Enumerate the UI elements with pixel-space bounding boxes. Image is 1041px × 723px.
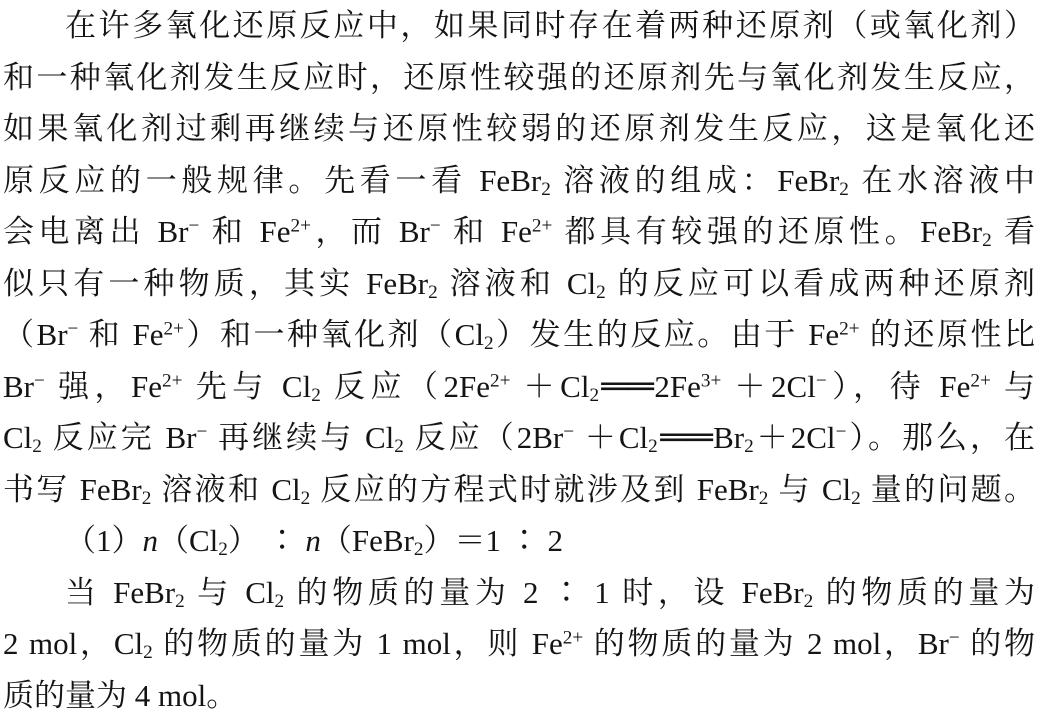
subscript: 2 <box>803 590 814 612</box>
subscript: 2 <box>541 178 551 200</box>
subscript: 2 <box>851 487 861 509</box>
text-run: 与 Cl <box>184 574 275 610</box>
text-line <box>3 567 1035 619</box>
text-run: 和一种氧化剂发生反应时，还原性较强的还原剂先与氧化剂发生反应， <box>3 59 1035 95</box>
text-run: 溶液和 Cl <box>151 471 301 507</box>
subscript: 2 <box>839 178 849 200</box>
text-line <box>3 155 1035 207</box>
text-line <box>3 0 1035 52</box>
subscript: 2 <box>428 281 438 303</box>
subscript: 2 <box>218 539 228 561</box>
subscript: 2 <box>648 436 658 458</box>
text-run: Br <box>3 368 34 404</box>
superscript: − <box>429 215 441 237</box>
text-run: 反应完 Br <box>41 420 197 455</box>
subscript: 2 <box>589 384 600 406</box>
text-run: 原反应的一般规律。先看一看 FeBr <box>3 162 542 198</box>
text-line <box>3 206 1035 258</box>
text-line <box>3 52 1035 104</box>
text-run: ＋Cl <box>510 368 590 404</box>
text-line <box>3 258 1035 310</box>
superscript: − <box>188 215 200 237</box>
text-run: Cl <box>3 420 33 455</box>
text-run: ），待 Fe <box>826 368 971 404</box>
subscript: 2 <box>143 642 153 664</box>
text-run: 溶液的组成：FeBr <box>550 162 840 198</box>
superscript: 2+ <box>970 369 991 391</box>
text-run: 溶液和 Cl <box>437 265 597 301</box>
text-run: 的反应可以看成两种还原剂 <box>605 265 1036 301</box>
text-run: 的还原性比 <box>859 317 1036 352</box>
text-run: ）。那么，在 <box>846 420 1036 455</box>
superscript: − <box>196 421 208 443</box>
text-run: 在许多氧化还原反应中，如果同时存在着两种还原剂（或氧化剂） <box>65 8 1035 43</box>
subscript: 2 <box>141 487 152 509</box>
subscript: 2 <box>394 436 404 458</box>
text-line: Br− 强，$Fe^{2+}$ 先与 $Cl_2$ 反应（$2Fe^{2+}$ $+Cl_2══2Fe^{3+} +2Cl^-$），待 $Fe^{2+}$ 与 <box>3 368 1036 406</box>
paragraph-ratio-explanation <box>3 567 1035 722</box>
superscript: − <box>34 369 45 391</box>
italic-variable: n <box>142 523 158 558</box>
text-line <box>3 670 1035 722</box>
subscript: 2 <box>758 487 769 509</box>
superscript: − <box>815 369 827 391</box>
text-line <box>3 618 1035 670</box>
superscript: 2+ <box>531 215 553 237</box>
superscript: 2+ <box>162 369 183 391</box>
subscript: 2 <box>32 436 42 458</box>
paragraph-ratio-heading <box>3 515 1035 567</box>
subscript: 2 <box>175 590 185 612</box>
text-run: 再继续与 Cl <box>207 420 395 455</box>
italic-variable: n <box>305 523 321 558</box>
subscript: 2 <box>274 590 285 612</box>
text-run: 的物 <box>959 626 1035 661</box>
text-run: 的物质的量为 2 mol，Br <box>583 626 949 661</box>
text-run: ＋2Cl <box>753 420 836 455</box>
text-run: 似只有一种物质，其实 FeBr <box>3 265 429 301</box>
superscript: 2+ <box>490 369 511 391</box>
text-run: （Cl <box>158 523 219 558</box>
text-run: 和 Fe <box>440 214 532 249</box>
text-run: 的物质的量为 1 mol，则 Fe <box>152 626 563 661</box>
text-run: 反应的方程式时就涉及到 FeBr <box>310 471 759 507</box>
text-run: 书写 FeBr <box>3 471 142 507</box>
text-run: ）发生的反应。由于 Fe <box>493 317 840 352</box>
text-run: 反应（2Fe <box>320 368 490 404</box>
text-run: 反应（2Br <box>403 420 564 455</box>
text-run: ） ∶ <box>227 523 306 558</box>
text-run: Br <box>713 420 745 455</box>
text-run: 与 <box>990 368 1036 404</box>
superscript: 2+ <box>163 318 184 340</box>
subscript: 2 <box>300 487 311 509</box>
text-run: 先与 Cl <box>182 368 312 404</box>
text-run: 都具有较强的还原性。FeBr <box>552 214 983 249</box>
subscript: 2 <box>311 384 321 406</box>
paragraph-redox-rule <box>3 0 1035 515</box>
text-run: 强，Fe <box>44 368 163 404</box>
superscript: − <box>563 421 575 443</box>
text-run: 看 <box>991 214 1036 249</box>
text-line <box>3 464 1035 516</box>
text-run: ＋2Cl <box>721 368 816 404</box>
text-line: $Cl_2$ 反应完 Br− 再继续与 $Cl_2$ 反应$(2Br^- +Cl_2══Br_2+2Cl^-)$。那么，在 <box>3 420 1036 458</box>
text-run: 2Fe <box>654 368 701 404</box>
text-run: （FeBr <box>320 523 414 558</box>
subscript: 2 <box>413 539 424 561</box>
text-run: 2 mol，Cl <box>3 626 144 661</box>
subscript: 2 <box>596 281 606 303</box>
text-run: 会电离出 Br <box>3 214 189 249</box>
superscript: 2+ <box>290 215 311 237</box>
text-run: 当 FeBr <box>65 574 176 610</box>
superscript: − <box>67 318 79 340</box>
superscript: 2+ <box>839 318 860 340</box>
text-run: （Br <box>3 317 68 352</box>
text-run: ，而 Br <box>310 214 430 249</box>
superscript: − <box>835 421 847 443</box>
text-run: ）和一种氧化剂（Cl <box>183 317 484 352</box>
superscript: − <box>948 627 960 649</box>
superscript: 2+ <box>562 627 584 649</box>
text-run: 的物质的量为 <box>813 574 1036 610</box>
text-run: 如果氧化剂过剩再继续与还原性较弱的还原剂发生反应，这是氧化还 <box>3 111 1035 146</box>
text-run: 质的量为 4 mol。 <box>3 677 238 713</box>
text-run: ＋Cl <box>574 420 649 455</box>
text-line <box>3 309 1035 361</box>
text-run: ）＝1 ∶ 2 <box>423 523 564 558</box>
text-line <box>3 515 1035 567</box>
text-run: 和 Fe <box>78 317 164 352</box>
text-line <box>3 103 1035 155</box>
text-run: 在水溶液中 <box>848 162 1036 198</box>
text-run: 与 Cl <box>768 471 852 507</box>
text-run: 量的问题。 <box>860 471 1036 507</box>
text-run: 的物质的量为 2 ∶ 1 时，设 FeBr <box>284 574 804 610</box>
text-run: 和 Fe <box>199 214 291 249</box>
subscript: 2 <box>483 333 494 355</box>
subscript: 2 <box>982 230 992 252</box>
superscript: 3+ <box>700 369 722 391</box>
text-run: （1） <box>65 523 143 558</box>
subscript: 2 <box>744 436 754 458</box>
